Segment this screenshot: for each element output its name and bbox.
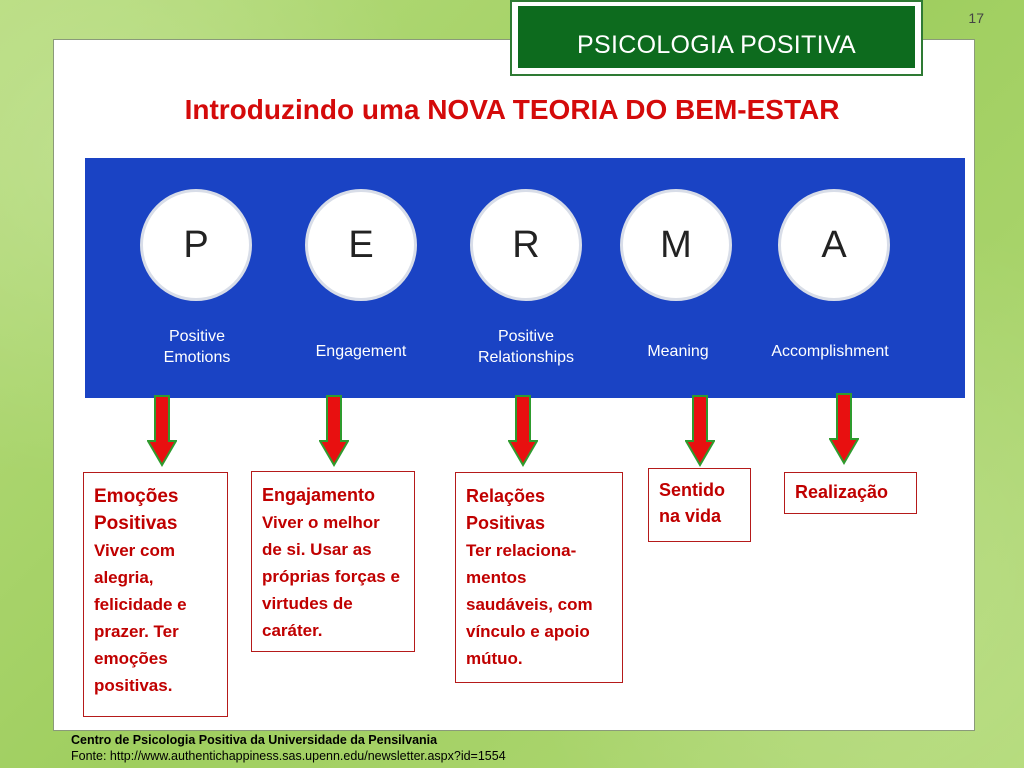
header-badge-label: PSICOLOGIA POSITIVA <box>518 6 915 68</box>
perma-label-line: Positive <box>168 328 226 345</box>
perma-label-line: Engagement <box>315 343 407 360</box>
box-title: Relações Positivas <box>466 486 546 533</box>
perma-diagram <box>85 158 965 398</box>
header-badge <box>510 0 923 76</box>
down-arrow-icon <box>685 395 715 467</box>
perma-circle-a: A <box>778 189 890 301</box>
box-relacoes-positivas <box>455 472 623 683</box>
box-title: Engajamento <box>262 485 376 505</box>
down-arrow-icon <box>508 395 538 467</box>
perma-label-engagement <box>281 341 441 362</box>
footer-source-link[interactable]: Fonte: http://www.authentichappiness.sas.upenn.edu/newsletter.aspx?id=1554 <box>71 749 506 763</box>
box-emocoes-positivas <box>83 472 228 717</box>
perma-circle-r: R <box>470 189 582 301</box>
perma-label-line: Relationships <box>477 349 575 366</box>
slide-number: 17 <box>968 10 984 26</box>
down-arrow-icon <box>319 395 349 467</box>
perma-circle-e: E <box>305 189 417 301</box>
box-sentido-na-vida <box>648 468 751 542</box>
perma-circle-m: M <box>620 189 732 301</box>
perma-circle-p: P <box>140 189 252 301</box>
box-title: Realização <box>795 482 889 502</box>
box-body: Viver com alegria, felicidade e prazer. Ter emoções positivas. <box>94 541 187 695</box>
box-engajamento <box>251 471 415 652</box>
slide-title: Introduzindo uma NOVA TEORIA DO BEM-ESTAR <box>184 94 840 125</box>
perma-label-line: Accomplishment <box>771 343 889 360</box>
perma-label-positive-relationships <box>446 326 606 368</box>
down-arrow-icon <box>829 393 859 465</box>
box-body: Ter relaciona- mentos saudáveis, com vínculo e apoio mútuo. <box>466 541 593 668</box>
box-realizacao <box>784 472 917 514</box>
box-title: Sentido na vida <box>659 480 725 526</box>
footer-source-org: Centro de Psicologia Positiva da Universidade da Pensilvania <box>71 733 438 747</box>
box-title: Emoções Positivas <box>94 486 179 534</box>
perma-label-line: Emotions <box>163 349 231 366</box>
perma-label-meaning <box>598 341 758 362</box>
footer <box>71 732 506 764</box>
perma-label-accomplishment <box>750 341 910 362</box>
perma-label-line: Meaning <box>647 343 709 360</box>
perma-label-line: Positive <box>497 328 555 345</box>
perma-label-positive-emotions <box>117 326 277 368</box>
down-arrow-icon <box>147 395 177 467</box>
box-body: Viver o melhor de si. Usar as próprias forças e virtudes de caráter. <box>262 513 400 640</box>
